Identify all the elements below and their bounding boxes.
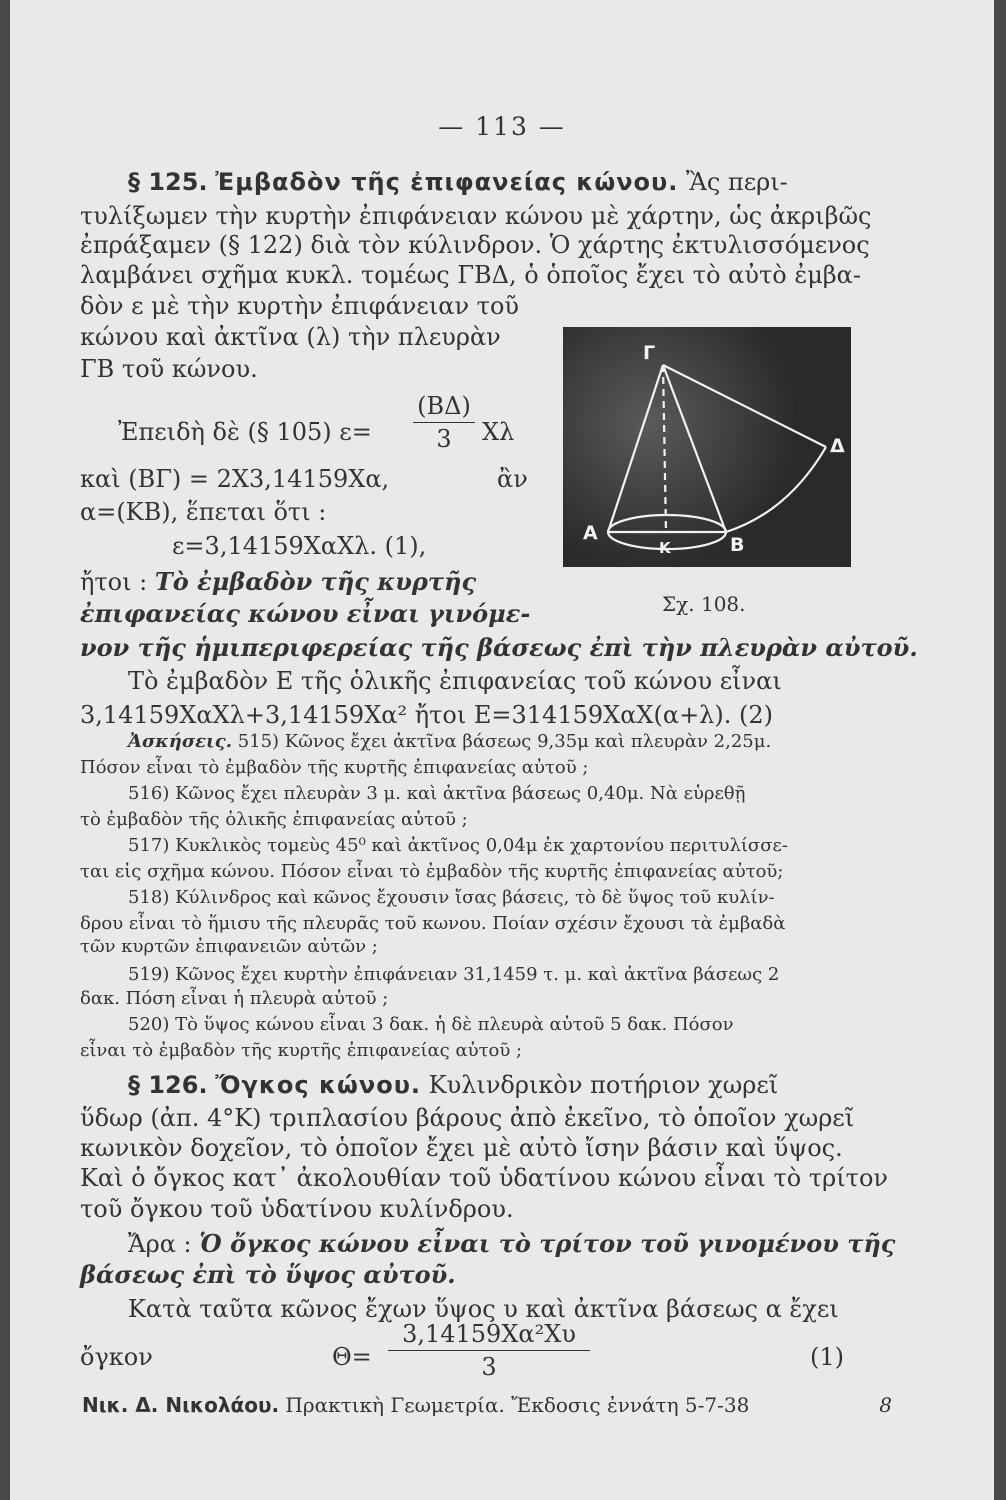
figure-caption: Σχ. 108.: [662, 592, 746, 616]
volume-label: ὄγκον: [80, 1343, 153, 1371]
exercise-line-4: 517) Κυκλικὸς τομεὺς 45⁰ καὶ ἀκτῖνος 0,04μ ἐκ χαρτονίου περιτυλίσσε-: [128, 835, 788, 856]
exercise-line-1: Πόσον εἶναι τὸ ἐμβαδὸν τῆς κυρτῆς ἐπιφανείας αὐτοῦ ;: [80, 757, 589, 778]
conclusion-line-3: νον τῆς ἡμιπεριφερείας τῆς βάσεως ἐπὶ τὴν πλευρὰν αὐτοῦ.: [80, 633, 918, 662]
book-page: [10, 0, 994, 1500]
rule-line-2: βάσεως ἐπὶ τὸ ὕψος αὐτοῦ.: [80, 1260, 456, 1289]
section-125-line-0: Ἂς περι-: [686, 168, 788, 196]
conclusion-prefix: ἤτοι :: [80, 568, 148, 596]
exercise-line-6: 518) Κύλινδρος καὶ κῶνος ἔχουσιν ἴσας βάσεις, τὸ δὲ ὕψος τοῦ κυλίν-: [128, 887, 775, 908]
exercise-line-5: ται εἰς σχῆμα κώνου. Πόσον εἶναι τὸ ἐμβαδὸν τῆς κυρτῆς ἐπιφανείας αὐτοῦ;: [80, 861, 784, 882]
cone-figure: [563, 327, 851, 567]
footer-page: 8: [879, 1393, 892, 1417]
page-number: — 113 —: [438, 112, 566, 141]
exercise-line-12: εἶναι τὸ ἐμβαδὸν τῆς κυρτῆς ἐπιφανείας αὐτοῦ ;: [80, 1040, 523, 1061]
conclusion-line-2: ἐπιφανείας κώνου εἶναι γινόμε-: [80, 599, 531, 628]
footer-author: Νικ. Δ. Νικολάου.: [82, 1393, 280, 1417]
section-126-heading: [128, 1070, 778, 1100]
formula-1-fraction: [413, 392, 475, 453]
total-area-line-2: 3,14159ΧαΧλ+3,14159Χα² ἤτοι Ε=314159ΧαΧ(α+λ). (2): [80, 701, 774, 729]
label-alpha: Α: [583, 522, 598, 544]
volume-denominator: 3: [481, 1353, 497, 1381]
conclusion-text-1: Τὸ ἐμβαδὸν τῆς κυρτῆς: [154, 567, 477, 596]
section-126-line-4: τοῦ ὄγκου τοῦ ὑδατίνου κυλίνδρου.: [80, 1195, 514, 1223]
rule-text-1: Ὁ ὄγκος κώνου εἶναι τὸ τρίτον τοῦ γινομένου τῆς: [199, 1229, 896, 1258]
exercise-line-10: δακ. Πόση εἶναι ἡ πλευρὰ αὐτοῦ ;: [80, 988, 389, 1009]
formula-2-tail: ἂν: [497, 465, 528, 493]
label-beta: Β: [730, 534, 745, 556]
label-gamma: Γ: [643, 342, 656, 364]
section-125-line-3: λαμβάνει σχῆμα κυκλ. τομέως ΓΒΔ, ὁ ὁποῖος ἔχει τὸ αὐτὸ ἐμβα-: [80, 261, 861, 289]
volume-lhs: Θ=: [332, 1343, 372, 1371]
page-footer: [82, 1393, 892, 1417]
formula-1-denominator: 3: [436, 425, 452, 453]
exercise-line-3: τὸ ἐμβαδὸν τῆς ὁλικῆς ἐπιφανείας αὐτοῦ ;: [80, 809, 468, 830]
exercise-line-7: δρου εἶναι τὸ ἥμισυ τῆς πλευρᾶς τοῦ κωνου. Ποίαν σχέσιν ἔχουσι τὰ ἐμβαδὰ: [80, 913, 786, 934]
rule-line-1: [128, 1229, 895, 1259]
exercise-line-8: τῶν κυρτῶν ἐπιφανειῶν αὐτῶν ;: [80, 936, 378, 957]
formula-1-numerator: (ΒΔ): [417, 392, 471, 420]
section-126-title: Ὄγκος κώνου.: [215, 1071, 422, 1099]
section-125-line-5: κώνου καὶ ἀκτῖνα (λ) τὴν πλευρὰν: [80, 323, 501, 351]
section-125-title: Ἐμβαδὸν τῆς ἐπιφανείας κώνου.: [215, 168, 679, 196]
section-126-line-0: Κυλινδρικὸν ποτήριον χωρεῖ: [428, 1071, 779, 1099]
section-125-number: § 125.: [128, 168, 208, 196]
footer-book: Πρακτικὴ Γεωμετρία. Ἔκδοσις ἐννάτη 5-7-38: [285, 1393, 750, 1417]
section-126-line-2: κωνικὸν δοχεῖον, τὸ ὁποῖον ἔχει μὲ αὐτὸ ἴσην βάσιν καὶ ὕψος.: [80, 1134, 843, 1162]
volume-equation-number: (1): [810, 1343, 844, 1371]
cone-diagram: [563, 327, 851, 567]
conclusion-line-1: [80, 567, 476, 597]
exercises-heading: Ἀσκήσεις.: [128, 731, 232, 752]
section-125-heading: [128, 167, 788, 197]
ara-label: Ἄρα :: [128, 1230, 192, 1258]
section-125-line-2: ἐπράξαμεν (§ 122) διὰ τὸν κύλινδρον. Ὁ χάρτης ἐκτυλισσόμενος: [80, 231, 870, 259]
volume-numerator: 3,14159Χα²Χυ: [402, 1320, 576, 1348]
exercise-line-11: 520) Τὸ ὕψος κώνου εἶναι 3 δακ. ἡ δὲ πλευρὰ αὐτοῦ 5 δακ. Πόσον: [128, 1014, 734, 1035]
exercise-line-2: 516) Κῶνος ἔχει πλευρὰν 3 μ. καὶ ἀκτῖνα βάσεως 0,40μ. Νὰ εὑρεθῇ: [128, 783, 746, 804]
section-125-line-4: δὸν ε μὲ τὴν κυρτὴν ἐπιφάνειαν τοῦ: [80, 292, 519, 320]
formula-1-left: Ἐπειδὴ δὲ (§ 105) ε=: [118, 418, 372, 446]
label-delta: Δ: [830, 435, 845, 457]
formula-3: α=(ΚΒ), ἕπεται ὅτι :: [80, 498, 327, 526]
formula-2: καὶ (ΒΓ) = 2Χ3,14159Χα,: [80, 465, 390, 493]
section-125-line-1: τυλίξωμεν τὴν κυρτὴν ἐπιφάνειαν κώνου μὲ χάρτην, ὡς ἀκριβῶς: [80, 202, 872, 230]
section-125-line-6: ΓΒ τοῦ κώνου.: [80, 355, 258, 383]
volume-fraction: [388, 1320, 590, 1381]
section-126-last-line: Κατὰ ταῦτα κῶνος ἔχων ὕψος υ καὶ ἀκτῖνα βάσεως α ἔχει: [128, 1295, 839, 1323]
formula-4: ε=3,14159ΧαΧλ. (1),: [172, 532, 427, 560]
total-area-line-1: Τὸ ἐμβαδὸν Ε τῆς ὁλικῆς ἐπιφανείας τοῦ κώνου εἶναι: [128, 667, 782, 695]
section-126-number: § 126.: [128, 1071, 208, 1099]
exercise-line-0: Ἀσκήσεις. 515) Κῶνος ἔχει ἀκτῖνα βάσεως 9,35μ καὶ πλευρὰν 2,25μ.: [128, 731, 772, 752]
exercise-line-9: 519) Κῶνος ἔχει κυρτὴν ἐπιφάνειαν 31,1459 τ. μ. καὶ ἀκτῖνα βάσεως 2: [128, 964, 780, 985]
formula-1-right: Χλ: [482, 418, 515, 446]
section-126-line-3: Καὶ ὁ ὄγκος κατ᾽ ἀκολουθίαν τοῦ ὑδατίνου κώνου εἶναι τὸ τρίτον: [80, 1164, 888, 1192]
section-126-line-1: ὕδωρ (ἀπ. 4°Κ) τριπλασίου βάρους ἀπὸ ἐκεῖνο, τὸ ὁποῖον χωρεῖ: [80, 1104, 855, 1132]
label-kappa: Κ: [659, 539, 671, 557]
